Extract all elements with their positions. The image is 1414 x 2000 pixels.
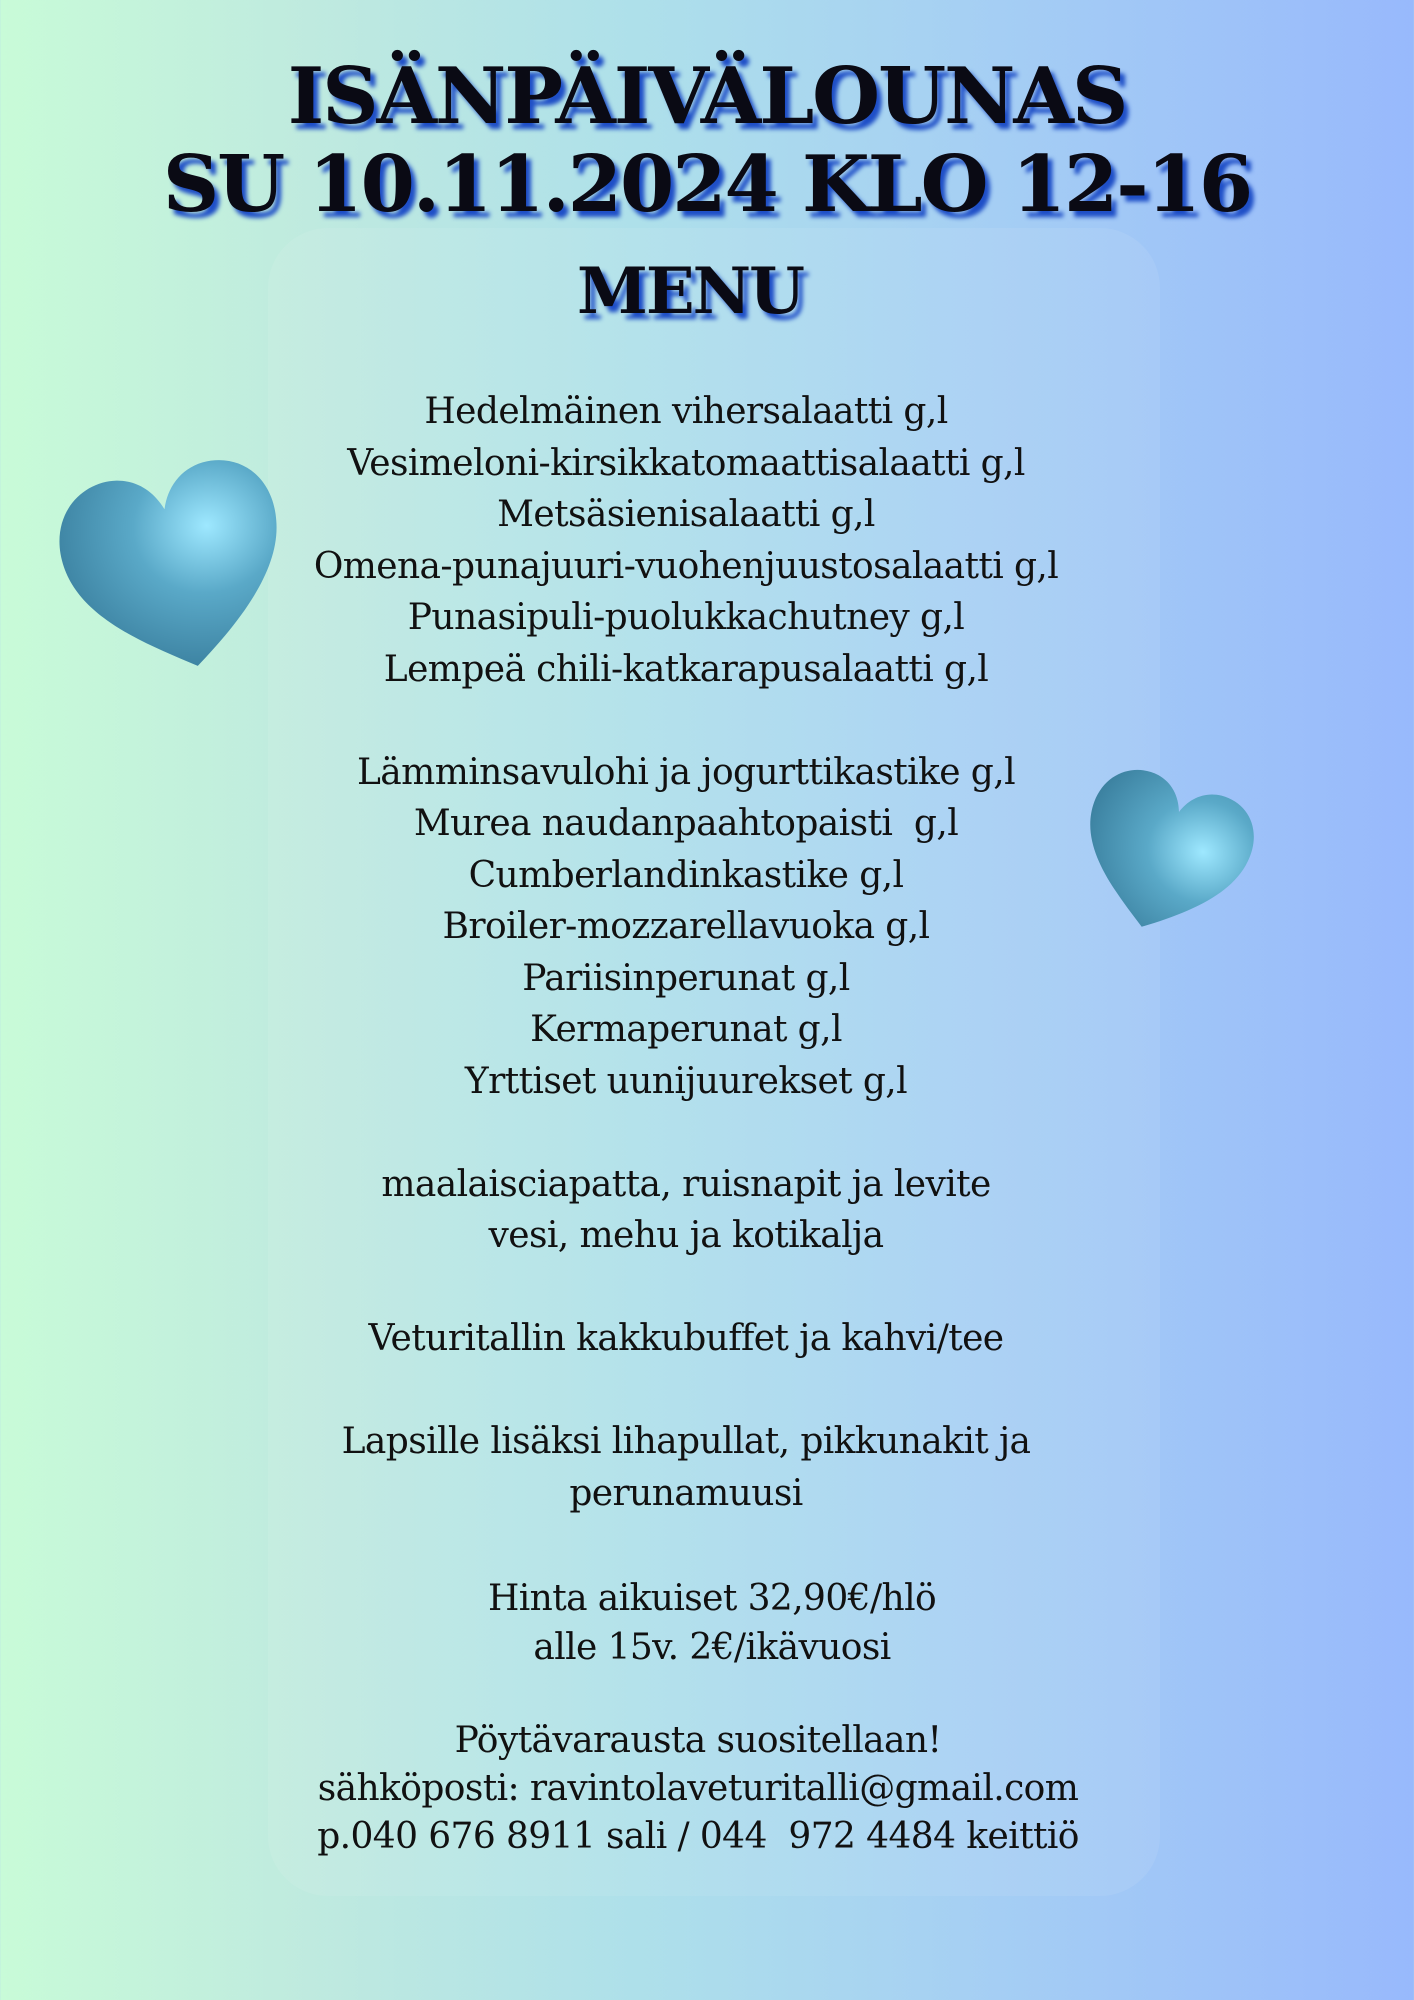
price-adults: Hinta aikuiset 32,90€/hlö	[487, 1578, 937, 1619]
spacer	[0, 695, 1372, 747]
price-info	[0, 1574, 1414, 1672]
menu-item: Lämminsavulohi ja jogurttikastike g,l	[356, 751, 1016, 793]
menu-item-kids: Lapsille lisäksi lihapullat, pikkunakit ja	[341, 1421, 1031, 1462]
contact-info	[0, 1717, 1396, 1861]
menu-item: Vesimeloni-kirsikkatomaattisalaatti g,l	[347, 442, 1025, 484]
menu-item: Pariisinperunat g,l	[522, 957, 850, 999]
page-title: ISÄNPÄIVÄLOUNAS	[287, 51, 1127, 142]
heart-icon	[1070, 766, 1260, 944]
spacer	[0, 1262, 1372, 1314]
menu-item: Omena-punajuuri-vuohenjuustosalaatti g,l	[313, 545, 1059, 587]
menu-item-kids: perunamuusi	[569, 1472, 803, 1514]
menu-item: Lempeä chili-katkarapusalaatti g,l	[383, 648, 989, 690]
menu-heading: MENU	[577, 254, 803, 329]
menu-item: maalaisciapatta, ruisnapit ja levite	[381, 1163, 991, 1205]
menu-item: Yrttiset uunijuurekset g,l	[464, 1060, 908, 1102]
spacer	[0, 1107, 1372, 1159]
contact-email[interactable]: sähköposti: ravintolaveturitalli@gmail.com	[317, 1768, 1079, 1809]
menu-item: Murea naudanpaahtopaisti g,l	[413, 803, 959, 844]
menu-item: Metsäsienisalaatti g,l	[497, 494, 875, 535]
price-children: alle 15v. 2€/ikävuosi	[533, 1627, 891, 1668]
contact-phone[interactable]: p.040 676 8911 sali / 044 972 4484 keittiö	[317, 1816, 1079, 1857]
event-date-time: SU 10.11.2024 KLO 12-16	[162, 139, 1252, 230]
reservation-note: Pöytävarausta suositellaan!	[454, 1720, 942, 1761]
menu-item: Hedelmäinen vihersalaatti g,l	[424, 391, 948, 432]
menu-item: Cumberlandinkastike g,l	[468, 854, 904, 896]
menu-item: Punasipuli-puolukkachutney g,l	[407, 597, 965, 638]
menu-item-dessert: Veturitallin kakkubuffet ja kahvi/tee	[368, 1318, 1004, 1359]
menu-item: Broiler-mozzarellavuoka g,l	[442, 906, 930, 947]
menu-item: vesi, mehu ja kotikalja	[488, 1215, 884, 1256]
heart-icon	[52, 450, 302, 686]
menu-item: Kermaperunat g,l	[530, 1009, 842, 1050]
spacer	[0, 1365, 1372, 1417]
